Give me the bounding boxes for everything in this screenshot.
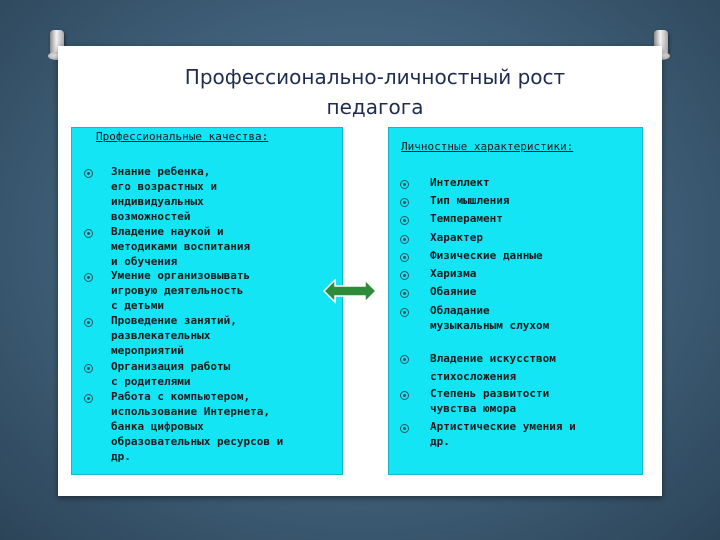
circle-bullet-icon: [84, 169, 93, 178]
circle-bullet-icon: [84, 229, 93, 238]
list-item: Знание ребенка, его возрастных и индивидуальных возможностей: [111, 165, 217, 223]
circle-bullet-icon: [84, 394, 93, 403]
circle-bullet-icon: [400, 216, 409, 225]
list-item: Интеллект: [430, 176, 490, 189]
circle-bullet-icon: [400, 253, 409, 262]
list-item: Характер: [430, 231, 483, 244]
circle-bullet-icon: [400, 424, 409, 433]
personal-characteristics-heading: Личностные характеристики:: [401, 140, 574, 153]
list-item: Организация работы с родителями: [111, 360, 231, 388]
list-item: Умение организовывать игровую деятельность с детьми: [111, 269, 251, 312]
list-item: Владение наукой и методиками воспитания и обучения: [111, 225, 251, 268]
list-item: Артистические умения и др.: [430, 420, 576, 448]
slide-title-line2: педагога: [326, 95, 424, 119]
list-item: Проведение занятий, развлекательных мероприятий: [111, 314, 237, 357]
circle-bullet-icon: [400, 391, 409, 400]
circle-bullet-icon: [84, 318, 93, 327]
circle-bullet-icon: [400, 355, 409, 364]
list-item: Обладание музыкальным слухом: [430, 304, 550, 332]
list-item: Степень развитости чувства юмора: [430, 387, 550, 415]
double-arrow-icon: [322, 278, 378, 304]
circle-bullet-icon: [400, 235, 409, 244]
list-item: Работа с компьютером, использование Интернета, банка цифровых образовательных ресурсов и др.: [111, 390, 284, 463]
list-item: Темперамент: [430, 212, 503, 225]
professional-qualities-heading: Профессиональные качества:: [96, 130, 269, 143]
circle-bullet-icon: [400, 271, 409, 280]
slide-title: [150, 62, 600, 122]
circle-bullet-icon: [400, 308, 409, 317]
circle-bullet-icon: [400, 289, 409, 298]
list-item: Тип мышления: [430, 194, 510, 207]
circle-bullet-icon: [400, 180, 409, 189]
list-item: Физические данные: [430, 249, 543, 262]
circle-bullet-icon: [84, 273, 93, 282]
list-item: Обаяние: [430, 285, 477, 298]
circle-bullet-icon: [400, 198, 409, 207]
list-item: Владение искусством стихосложения: [430, 352, 556, 383]
circle-bullet-icon: [84, 364, 93, 373]
list-item: Харизма: [430, 267, 477, 280]
slide-title-line1: Профессионально-личностный рост: [184, 65, 566, 89]
